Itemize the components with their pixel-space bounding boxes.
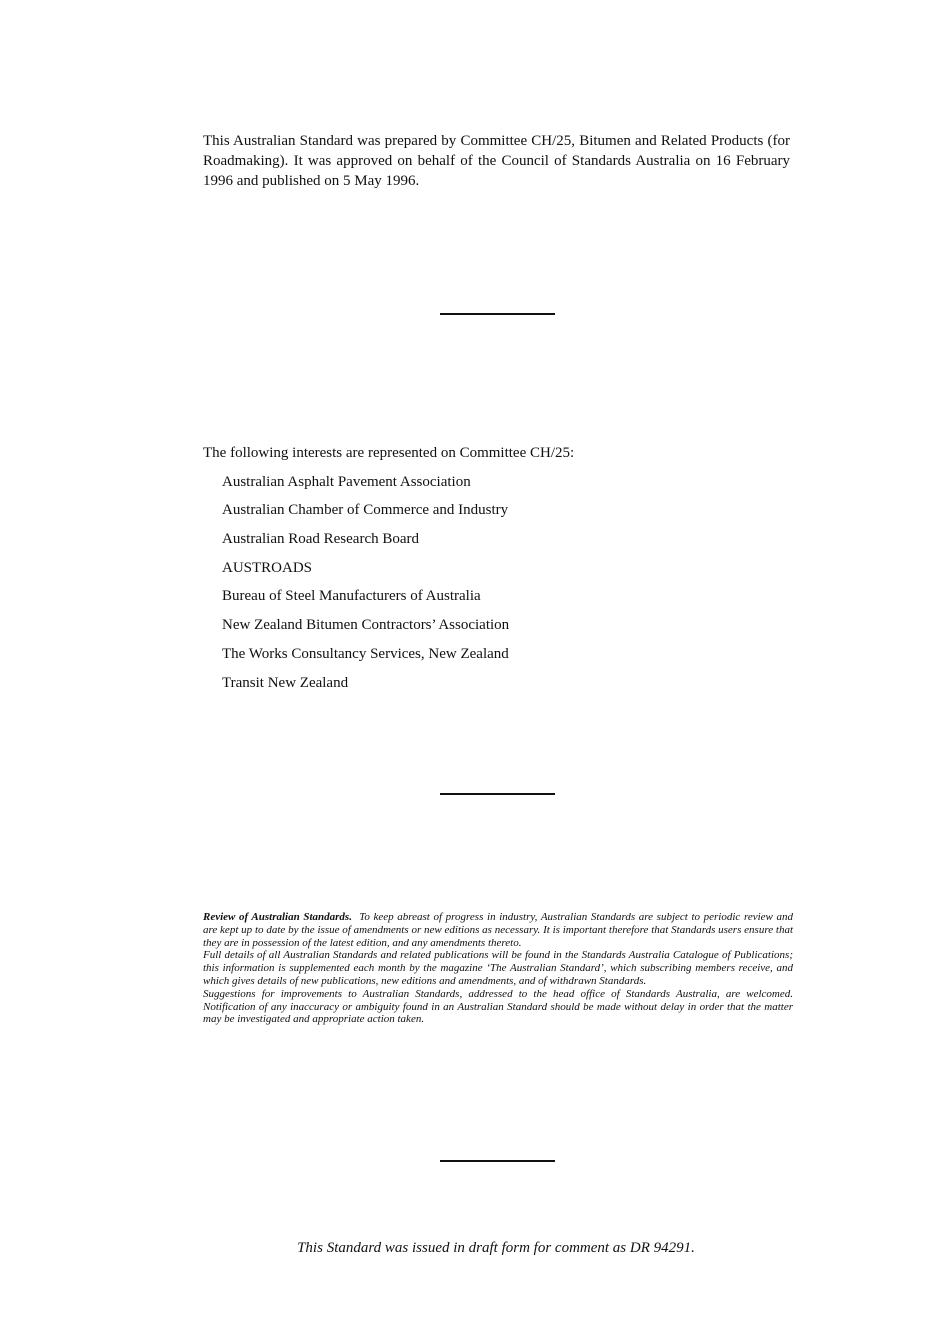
section-divider (440, 1160, 555, 1162)
committee-member: Australian Asphalt Pavement Association (222, 473, 471, 490)
preparation-statement: This Australian Standard was prepared by Committee CH/25, Bitumen and Related Products (for Roadmaking). It was approved on behalf of the Council of Standards Australia on 16 February 1996 and published on 5 May 1996. (203, 133, 790, 189)
review-lead: Review of Australian Standards. (203, 911, 352, 923)
section-divider (440, 313, 555, 315)
committee-interests (203, 443, 803, 693)
committee-member: Australian Road Research Board (222, 531, 420, 548)
draft-note: This Standard was issued in draft form for comment as DR 94291. (297, 1240, 695, 1256)
committee-member: The Works Consultancy Services, New Zealand (222, 645, 509, 662)
committee-member-list (203, 472, 803, 693)
committee-member: Transit New Zealand (222, 674, 349, 691)
review-text: To keep abreast of progress in industry, Australian Standards are subject to periodic review and are kept up to date by the issue of amendments or new editions as necessary. It is important therefore that Standards users ensure that they are in possession of the latest edition, and any amendments thereto. (203, 911, 793, 949)
committee-heading: The following interests are represented on Committee CH/25: (203, 445, 575, 461)
review-notice (203, 911, 793, 1026)
section-divider (440, 793, 555, 795)
committee-member: Bureau of Steel Manufacturers of Australia (222, 588, 481, 605)
suggestions-paragraph: Suggestions for improvements to Australian Standards, addressed to the head office of Standards Australia, are welcomed. Notification of any inaccuracy or ambiguity found in an Australian Standard should be made without delay in order that the matter may be investigated and appropriate action taken. (203, 987, 793, 1026)
committee-member: AUSTROADS (222, 559, 313, 576)
review-paragraph (203, 911, 793, 949)
committee-member: Australian Chamber of Commerce and Industry (222, 502, 509, 519)
catalogue-paragraph: Full details of all Australian Standards and related publications will be found in the Standards Australia Catalogue of Publications; this information is supplemented each month by the magazine ‘The Australian Standard’, which subscribing members receive, and which gives details of new publications, new editions and amendments, and of withdrawn Standards. (203, 949, 793, 987)
committee-member: New Zealand Bitumen Contractors’ Association (222, 617, 510, 634)
